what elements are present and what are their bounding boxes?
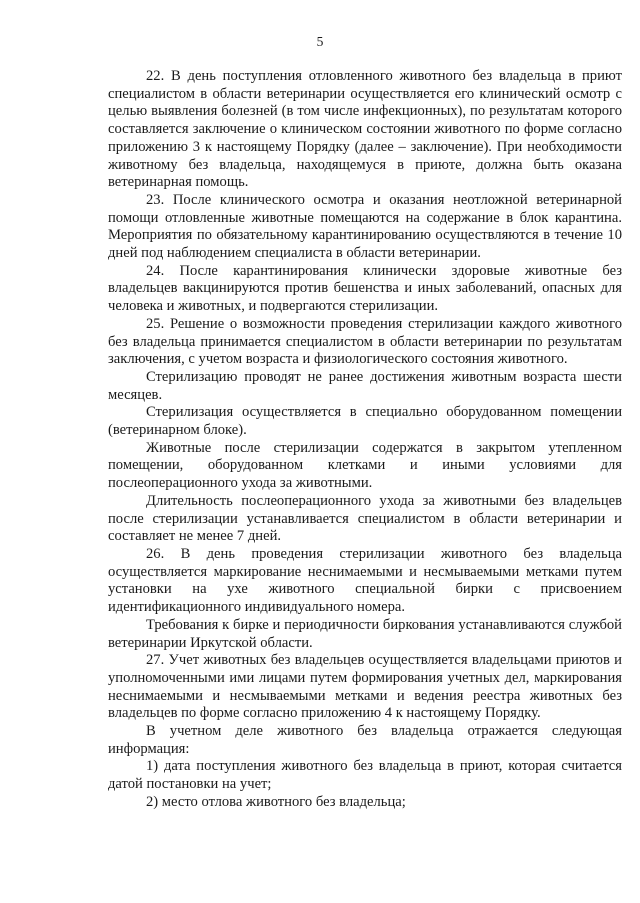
paragraph-27-info: В учетном деле животного без владельца отражается следующая информация: [108,723,622,757]
paragraph-26: 26. В день проведения стерилизации животного без владельца осуществляется маркирование неснимаемыми и несмываемыми метками путем установки на ухе животного специальной бирки с присвоением идентификационного индивидуального номера. [108,545,622,616]
paragraph-25: 25. Решение о возможности проведения стерилизации каждого животного без владельца принимается специалистом в области ветеринарии по результатам заключения, с учетом возраста и физиологического состояния животного. [108,315,622,368]
paragraph-23: 23. После клинического осмотра и оказания неотложной ветеринарной помощи отловленные животные помещаются на содержание в блок карантина. Мероприятия по обязательному карантинированию осуществляются в течение 10 дней под наблюдением специалиста в области ветеринарии. [108,191,622,262]
list-item-1: 1) дата поступления животного без владельца в приют, которая считается датой постановки на учет; [108,758,622,793]
paragraph-25-care: Длительность послеоперационного ухода за животными без владельцев после стерилизации устанавливается специалистом в области ветеринарии и составляет не менее 7 дней. [108,492,622,545]
paragraph-25-room: Стерилизация осуществляется в специально оборудованном помещении (ветеринарном блоке). [108,404,622,439]
page-number: 5 [316,34,324,49]
paragraph-26-tag: Требования к бирке и периодичности биркования устанавливаются службой ветеринарии Иркутской области. [108,616,622,651]
paragraph-27: 27. Учет животных без владельцев осуществляется владельцами приютов и уполномоченными ими лицами путем формирования учетных дел, маркирования неснимаемыми и несмываемыми метками и ведения реестра животных без владельцев по форме согласно приложению 4 к настоящему Порядку. [108,652,622,722]
paragraph-25-age: Стерилизацию проводят не ранее достижения животным возраста шести месяцев. [108,368,622,403]
paragraph-24: 24. После карантинирования клинически здоровые животные без владельцев вакцинируются против бешенства и иных заболеваний, опасных для человека и животных, и подвергаются стерилизации. [108,262,622,315]
list-item-2: 2) место отлова животного без владельца; [146,793,406,810]
paragraph-25-keeping: Животные после стерилизации содержатся в закрытом утепленном помещении, оборудованном клетками и иными условиями для послеоперационного ухода за животными. [108,439,622,492]
paragraph-22: 22. В день поступления отловленного животного без владельца в приют специалистом в области ветеринарии осуществляется его клинический осмотр с целью выявления болезней (в том числе инфекционных), по результатам которого составляется заключение о клиническом состоянии животного по форме согласно приложению 3 к настоящему Порядку (далее – заключение). При необходимости животному без владельца, находящемуся в приюте, должна быть оказана ветеринарная помощь. [108,68,622,191]
document-body [108,68,622,812]
